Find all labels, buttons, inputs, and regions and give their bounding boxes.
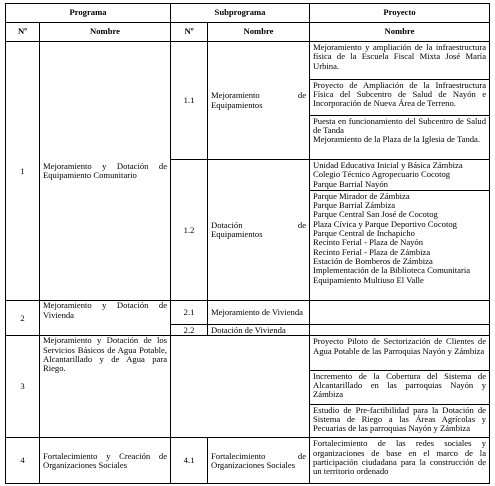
subprogram-number: 2.1 xyxy=(171,301,208,325)
subprogram-number: 1.1 xyxy=(171,42,208,160)
program-number: 3 xyxy=(6,336,40,438)
subprogram-name: Mejoramiento de Equipamientos xyxy=(208,42,310,160)
project-cell xyxy=(310,325,490,336)
project-cell xyxy=(310,42,490,160)
subprogram-number: 4.1 xyxy=(171,438,208,484)
subprogram-name: Dotación de Vivienda xyxy=(208,325,310,336)
project-cell xyxy=(310,301,490,325)
project-item: Puesta en funcionamiento del Subcentro de Salud de Tanda Mejoramiento de la Plaza de la Iglesia de Tanda. xyxy=(310,115,489,159)
program-number: 1 xyxy=(6,42,40,301)
subprogram-name: Dotación de Equipamientos xyxy=(208,160,310,301)
project-item: Mejoramiento y ampliación de la infraestructura física de la Escuela Fiscal Mixta José María Urbina. xyxy=(313,42,487,71)
project-cell xyxy=(310,336,490,438)
project-list xyxy=(310,336,489,437)
programs-table xyxy=(5,3,490,484)
program-name: Fortalecimiento y Creación de Organizaciones Sociales xyxy=(40,438,171,484)
program-name: Mejoramiento y Dotación de Vivienda xyxy=(40,301,171,336)
project-cell xyxy=(310,160,490,301)
program-number: 2 xyxy=(6,301,40,336)
subprogram-name: Mejoramiento de Vivienda xyxy=(208,301,310,325)
header-no-subprograma: Nº xyxy=(171,23,208,42)
header-subprograma: Subprograma xyxy=(171,4,310,23)
table-row xyxy=(6,301,490,325)
header-row-1 xyxy=(6,4,490,23)
header-no-programa: Nº xyxy=(6,23,40,42)
project-list xyxy=(310,42,489,159)
header-proyecto: Proyecto xyxy=(310,4,490,23)
project-item: Proyecto de Ampliación de la Infraestructura Física del Subcentro de Salud de Nayón e Incorporación de Nueva Área de Terreno. xyxy=(310,79,489,115)
header-nombre-subprograma: Nombre xyxy=(208,23,310,42)
project-item: Estudio de Pre-factibilidad para la Dotación de Sistema de Riego a las Áreas Agrícolas y Pecuarias de las parroquias Nayón y Zámbiza xyxy=(310,404,489,437)
subprogram-number: 2.2 xyxy=(171,325,208,336)
program-name: Mejoramiento y Dotación de los Servicios Básicos de Agua Potable, Alcantarillado y de Agua para Riego. xyxy=(40,336,171,438)
header-programa: Programa xyxy=(6,4,171,23)
project-item: Incremento de la Cobertura del Sistema de Alcantarillado en las parroquias Nayón y Zámbiza xyxy=(310,370,489,404)
table-row xyxy=(6,336,490,438)
header-nombre-programa: Nombre xyxy=(40,23,171,42)
project-list xyxy=(310,160,489,300)
subprogram-empty-cell xyxy=(171,336,310,438)
subprogram-name: Fortalecimiento de Organizaciones Sociales xyxy=(208,438,310,484)
project-item: Unidad Educativa Inicial y Básica Zámbiza Colegio Técnico Agropecuario Cocotog Parque Barrial Nayón xyxy=(313,160,463,189)
project-item: Proyecto Piloto de Sectorización de Clientes de Agua Potable de las Parroquias Nayón y Zámbiza xyxy=(313,336,487,356)
subprogram-number: 1.2 xyxy=(171,160,208,301)
project-item: Parque Mirador de Zámbiza Parque Barrial Zámbiza Parque Central San José de Cocotog Plaza Cívica y Parque Deportivo Cocotog Parque Central de Inchapicho Recinto Ferial - Plaza de Nayón Recinto Ferial - Plaza de Zámbiza Estación de Bomberos de Zámbiza Implementación de la Biblioteca Comunitaria Equipamiento Multiuso El Valle xyxy=(310,190,489,300)
table-row xyxy=(6,42,490,160)
project-item: Fortalecimiento de las redes sociales y organizaciones de base en el marco de la participación ciudadana para la construcción de un territorio ordenado xyxy=(310,438,490,484)
program-number: 4 xyxy=(6,438,40,484)
program-name: Mejoramiento y Dotación de Equipamiento Comunitario xyxy=(40,42,171,301)
header-row-2 xyxy=(6,23,490,42)
header-nombre-proyecto: Nombre xyxy=(310,23,490,42)
table-row xyxy=(6,438,490,484)
